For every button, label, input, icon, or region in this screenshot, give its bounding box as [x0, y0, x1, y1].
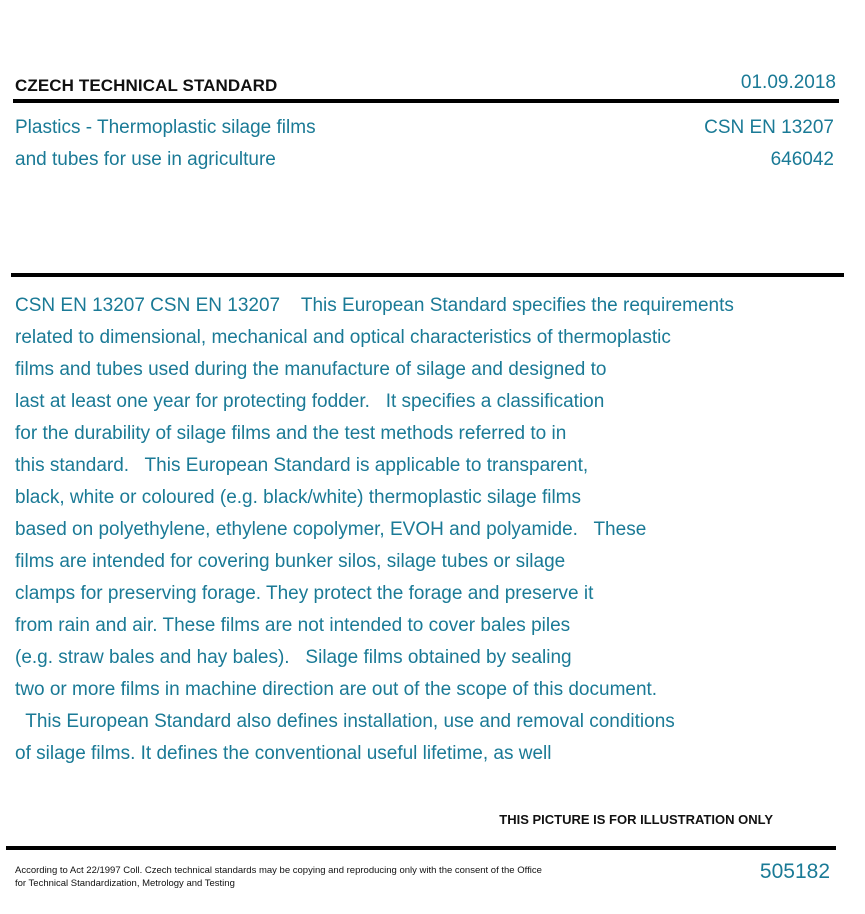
abstract-line: for the durability of silage films and the test methods referred to in — [15, 423, 567, 444]
footer-divider — [6, 846, 836, 850]
abstract-line: (e.g. straw bales and hay bales). Silage films obtained by sealing — [15, 647, 572, 668]
abstract-line: this standard. This European Standard is applicable to transparent, — [15, 455, 589, 476]
document-id: 505182 — [759, 860, 830, 883]
illustration-disclaimer: THIS PICTURE IS FOR ILLUSTRATION ONLY — [499, 812, 773, 827]
abstract-line: last at least one year for protecting fodder. It specifies a classification — [15, 391, 605, 412]
abstract-line: two or more films in machine direction are out of the scope of this document. — [15, 679, 658, 700]
abstract-line: related to dimensional, mechanical and optical characteristics of thermoplastic — [15, 327, 671, 348]
abstract-line: This European Standard also defines installation, use and removal conditions — [15, 711, 675, 732]
section-divider — [11, 273, 844, 277]
classification-number: 646042 — [770, 149, 834, 170]
abstract-line: from rain and air. These films are not intended to cover bales piles — [15, 615, 571, 636]
standard-abstract — [15, 290, 845, 770]
copyright-notice — [15, 864, 542, 890]
abstract-line: based on polyethylene, ethylene copolymer, EVOH and polyamide. These — [15, 519, 647, 540]
standard-title-line-1: Plastics - Thermoplastic silage films — [15, 117, 316, 138]
abstract-line: of silage films. It defines the conventional useful lifetime, as well — [15, 743, 552, 764]
abstract-line: films and tubes used during the manufacture of silage and designed to — [15, 359, 607, 380]
document-type-heading: CZECH TECHNICAL STANDARD — [15, 76, 278, 95]
abstract-line: films are intended for covering bunker silos, silage tubes or silage — [15, 551, 566, 572]
header-divider — [13, 99, 839, 103]
publication-date: 01.09.2018 — [740, 72, 836, 93]
copyright-notice-line-2: for Technical Standardization, Metrology and Testing — [15, 878, 235, 889]
copyright-notice-line-1: According to Act 22/1997 Coll. Czech technical standards may be copying and reproducing only with the consent of the Office — [15, 865, 542, 876]
abstract-line: clamps for preserving forage. They protect the forage and preserve it — [15, 583, 594, 604]
abstract-line: black, white or coloured (e.g. black/white) thermoplastic silage films — [15, 487, 582, 508]
abstract-line: CSN EN 13207 CSN EN 13207 This European Standard specifies the requirements — [15, 295, 734, 316]
standard-title-line-2: and tubes for use in agriculture — [15, 149, 276, 170]
standard-code: CSN EN 13207 — [704, 117, 834, 138]
